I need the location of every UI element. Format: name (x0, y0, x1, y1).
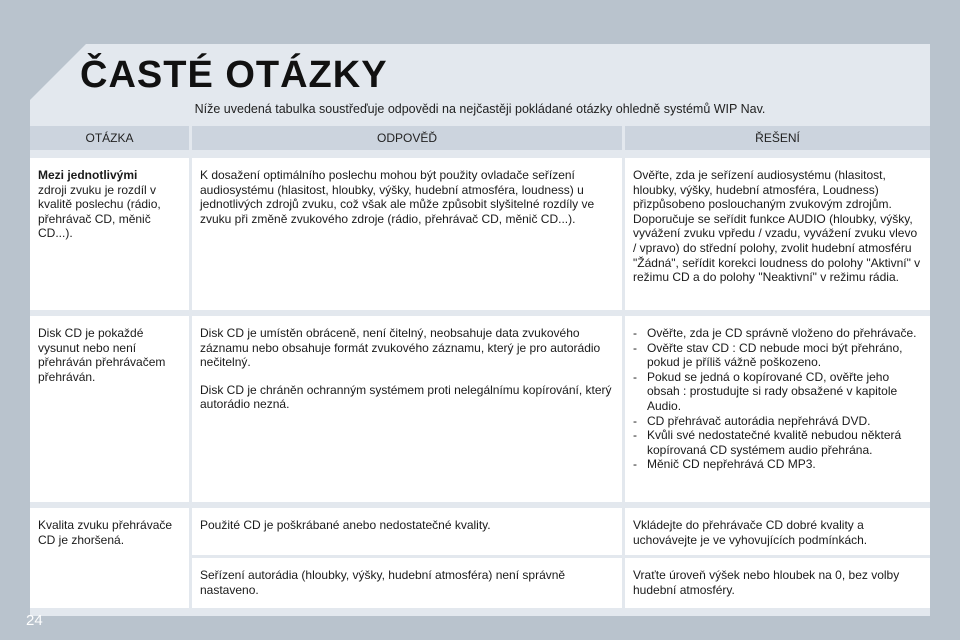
header-question: OTÁZKA (30, 126, 189, 150)
row2-solution-cell (625, 316, 930, 502)
row2-question-text: Disk CD je pokaždé vysunut nebo není přehráván přehrávačem přehráván. (38, 326, 166, 384)
list-item: - Pokud se jedná o kopírované CD, ověřte jeho obsah : prostudujte si rady obsažené v kapitole Audio. (633, 370, 922, 414)
row3b-solution-cell (625, 558, 930, 608)
page-title: ČASTÉ OTÁZKY (80, 54, 388, 96)
header-solution: ŘEŠENÍ (625, 126, 930, 150)
row3a-answer-cell (192, 508, 622, 555)
row3a-solution-text: Vkládejte do přehrávače CD dobré kvality a uchovávejte je ve vyhovujících podmínkách. (633, 518, 868, 547)
row1-question-bold: Mezi jednotlivými (38, 168, 138, 182)
header-answer: ODPOVĚĎ (192, 126, 622, 150)
page-number: 24 (26, 612, 43, 629)
row2-answer-cell (192, 316, 622, 502)
row1-solution-cell (625, 158, 930, 310)
row3b-answer-cell (192, 558, 622, 608)
row1-solution-text: Ověřte, zda je seřízení audiosystému (hlasitost, hloubky, výšky, hudební atmosféra, Loudness) přizpůsobeno poslouchaným zvukovým zdrojům. Doporučuje se seřídit funkce AUDIO (hloubky, výšky, vyvážení zvuku vpředu / vzadu, vyvážení zvuku vlevo / vpravo) do střední polohy, zvolit hudební atmosféru "Žádná", seřídit korekci loudness do polohy "Aktivní" v režimu CD a do polohy "Neaktivní" v režimu rádia. (633, 168, 921, 285)
row2-question-cell (30, 316, 189, 502)
row2-answer-text-1: Disk CD je umístěn obráceně, není čitelný, neobsahuje data zvukového záznamu nebo obsahuje formát zvukového záznamu, který je pro autorádio nečitelný. (200, 326, 601, 370)
intro-text: Níže uvedená tabulka soustřeďuje odpovědi na nejčastěji pokládané otázky ohledně systémů WIP Nav. (194, 102, 766, 116)
list-item: - Ověřte, zda je CD správně vloženo do přehrávače. (633, 326, 922, 341)
row3b-answer-text: Seřízení autorádia (hloubky, výšky, hudební atmosféra) není správně nastaveno. (200, 568, 566, 597)
row1-answer-cell (192, 158, 622, 310)
row1-question-text: zdroji zvuku je rozdíl v kvalitě poslechu (rádio, přehrávač CD, měnič CD...). (38, 182, 161, 241)
row3a-solution-cell (625, 508, 930, 555)
list-item: - CD přehrávač autorádia nepřehrává DVD. (633, 414, 922, 429)
row3-question-cell (30, 508, 189, 608)
page-corner-cut (30, 44, 86, 100)
row1-answer-text: K dosažení optimálního poslechu mohou být použity ovladače seřízení audiosystému (hlasitost, hloubky, výšky, hudební atmosféra, loudness) u jednotlivých zdrojů zvuku, což však ale může způsobit slyšitelné rozdíly ve zvuku při změně zvukového zdroje (rádio, přehrávač CD, měnič CD...). (200, 168, 595, 226)
list-item: - Měnič CD nepřehrává CD MP3. (633, 457, 922, 472)
row3b-solution-text: Vraťte úroveň výšek nebo hloubek na 0, bez volby hudební atmosféry. (633, 568, 900, 597)
row3-question-text: Kvalita zvuku přehrávače CD je zhoršená. (38, 518, 173, 547)
row3a-answer-text: Použité CD je poškrábané anebo nedostatečné kvality. (200, 518, 491, 532)
list-item: - Kvůli své nedostatečné kvalitě nebudou některá kopírovaná CD systémem audio přehrána. (633, 428, 922, 457)
row2-answer-text-2: Disk CD je chráněn ochranným systémem proti nelegálnímu kopírování, který autorádio nezná. (200, 382, 612, 412)
list-item: - Ověřte stav CD : CD nebude moci být přehráno, pokud je příliš vážně poškozeno. (633, 341, 922, 370)
row2-solution-list (633, 326, 922, 472)
row1-question-cell (30, 158, 189, 310)
